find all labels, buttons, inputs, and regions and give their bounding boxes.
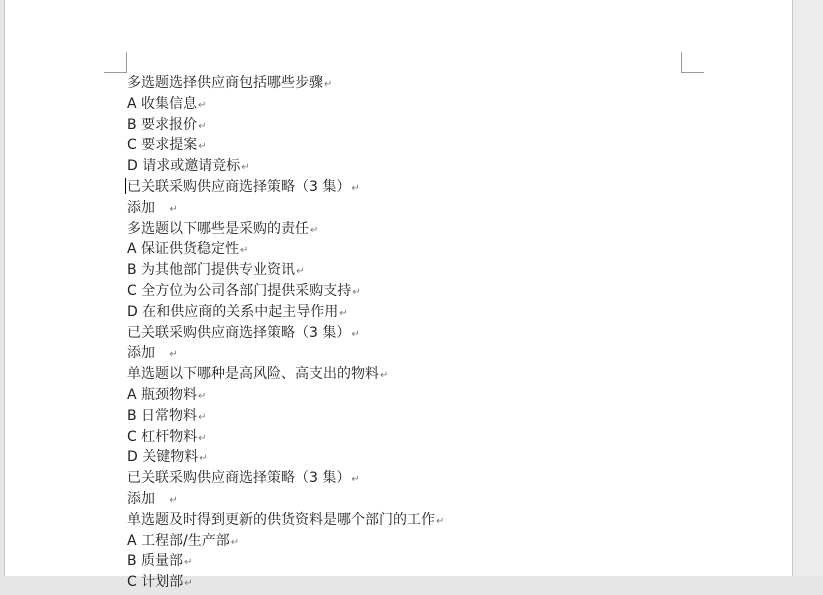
doc-line[interactable] bbox=[127, 73, 444, 94]
doc-line[interactable] bbox=[127, 551, 444, 572]
paragraph-mark-icon: ↵ bbox=[198, 141, 207, 153]
margin-corner-top-left-horizontal bbox=[104, 72, 126, 73]
doc-line[interactable] bbox=[127, 302, 444, 323]
line-text: B 日常物料 bbox=[127, 407, 198, 424]
line-text: 已关联采购供应商选择策略（3 集） bbox=[127, 178, 351, 195]
doc-line[interactable] bbox=[127, 281, 444, 302]
paragraph-mark-icon: ↵ bbox=[184, 557, 193, 569]
paragraph-mark-icon: ↵ bbox=[169, 494, 178, 506]
doc-line[interactable] bbox=[127, 94, 444, 115]
doc-line[interactable] bbox=[127, 239, 444, 260]
doc-line[interactable] bbox=[127, 343, 444, 364]
line-text: A 收集信息 bbox=[127, 95, 198, 112]
line-text: D 关键物料 bbox=[127, 449, 199, 466]
doc-line[interactable] bbox=[127, 323, 444, 344]
doc-line[interactable] bbox=[127, 156, 444, 177]
line-text: C 全方位为公司各部门提供采购支持 bbox=[127, 282, 352, 299]
doc-line[interactable] bbox=[127, 198, 444, 219]
paragraph-mark-icon: ↵ bbox=[352, 286, 361, 298]
line-text: B 要求报价 bbox=[127, 116, 198, 133]
line-text: D 请求或邀请竞标 bbox=[127, 158, 241, 175]
line-text: 添加 bbox=[127, 199, 169, 216]
doc-line[interactable] bbox=[127, 531, 444, 552]
line-text: 添加 bbox=[127, 345, 169, 362]
line-text: 单选题以下哪种是高风险、高支出的物料 bbox=[127, 366, 379, 383]
paragraph-mark-icon: ↵ bbox=[351, 474, 360, 486]
paragraph-mark-icon: ↵ bbox=[230, 536, 240, 548]
doc-line[interactable] bbox=[127, 364, 444, 385]
line-text: 添加 bbox=[127, 490, 169, 507]
line-text: C 计划部 bbox=[127, 574, 184, 591]
paragraph-mark-icon: ↵ bbox=[198, 390, 207, 402]
line-text: 已关联采购供应商选择策略（3 集） bbox=[127, 470, 351, 487]
line-text: 多选题选择供应商包括哪些步骤 bbox=[127, 75, 323, 91]
paragraph-mark-icon: ↵ bbox=[310, 224, 319, 236]
scrollbar-track[interactable] bbox=[793, 0, 823, 576]
paragraph-mark-icon: ↵ bbox=[240, 245, 249, 257]
doc-line[interactable] bbox=[127, 219, 444, 240]
paragraph-mark-icon: ↵ bbox=[296, 266, 305, 278]
doc-line[interactable] bbox=[127, 468, 444, 489]
document-body[interactable] bbox=[127, 73, 444, 593]
paragraph-mark-icon: ↵ bbox=[198, 411, 207, 423]
doc-line[interactable] bbox=[127, 572, 444, 593]
paragraph-mark-icon: ↵ bbox=[198, 432, 207, 444]
line-text: B 为其他部门提供专业资讯 bbox=[127, 262, 296, 279]
margin-corner-top-right bbox=[681, 52, 682, 73]
paragraph-mark-icon: ↵ bbox=[184, 578, 193, 590]
doc-line[interactable] bbox=[127, 447, 444, 468]
doc-line[interactable] bbox=[127, 177, 444, 198]
margin-corner-top-right-horizontal bbox=[682, 72, 704, 73]
line-text: C 杠杆物料 bbox=[127, 428, 198, 445]
line-text: C 要求提案 bbox=[127, 137, 198, 154]
doc-line[interactable] bbox=[127, 427, 444, 448]
paragraph-mark-icon: ↵ bbox=[169, 203, 178, 215]
paragraph-mark-icon: ↵ bbox=[324, 79, 333, 90]
paragraph-mark-icon: ↵ bbox=[436, 515, 445, 527]
line-text: B 质量部 bbox=[127, 553, 184, 570]
line-text: A 工程部/生产部 bbox=[127, 532, 230, 549]
line-text: 已关联采购供应商选择策略（3 集） bbox=[127, 324, 351, 341]
line-text: 多选题以下哪些是采购的责任 bbox=[127, 220, 309, 237]
margin-corner-top-left bbox=[126, 52, 127, 73]
doc-line[interactable] bbox=[127, 260, 444, 281]
paragraph-mark-icon: ↵ bbox=[198, 120, 207, 132]
doc-line[interactable] bbox=[127, 406, 444, 427]
doc-line[interactable] bbox=[127, 510, 444, 531]
doc-line[interactable] bbox=[127, 135, 444, 156]
line-text: A 瓶颈物料 bbox=[127, 386, 198, 403]
paragraph-mark-icon: ↵ bbox=[351, 182, 360, 194]
doc-line[interactable] bbox=[127, 115, 444, 136]
line-text: A 保证供货稳定性 bbox=[127, 241, 240, 258]
paragraph-mark-icon: ↵ bbox=[380, 370, 389, 382]
text-cursor bbox=[125, 178, 126, 194]
doc-line[interactable] bbox=[127, 385, 444, 406]
line-text: D 在和供应商的关系中起主导作用 bbox=[127, 303, 339, 320]
document-page[interactable] bbox=[4, 0, 793, 591]
doc-line[interactable] bbox=[127, 489, 444, 510]
paragraph-mark-icon: ↵ bbox=[339, 307, 348, 319]
paragraph-mark-icon: ↵ bbox=[169, 349, 178, 361]
line-text: 单选题及时得到更新的供货资料是哪个部门的工作 bbox=[127, 511, 435, 528]
paragraph-mark-icon: ↵ bbox=[351, 328, 360, 340]
paragraph-mark-icon: ↵ bbox=[241, 162, 250, 174]
paragraph-mark-icon: ↵ bbox=[198, 99, 207, 111]
paragraph-mark-icon: ↵ bbox=[199, 453, 208, 465]
